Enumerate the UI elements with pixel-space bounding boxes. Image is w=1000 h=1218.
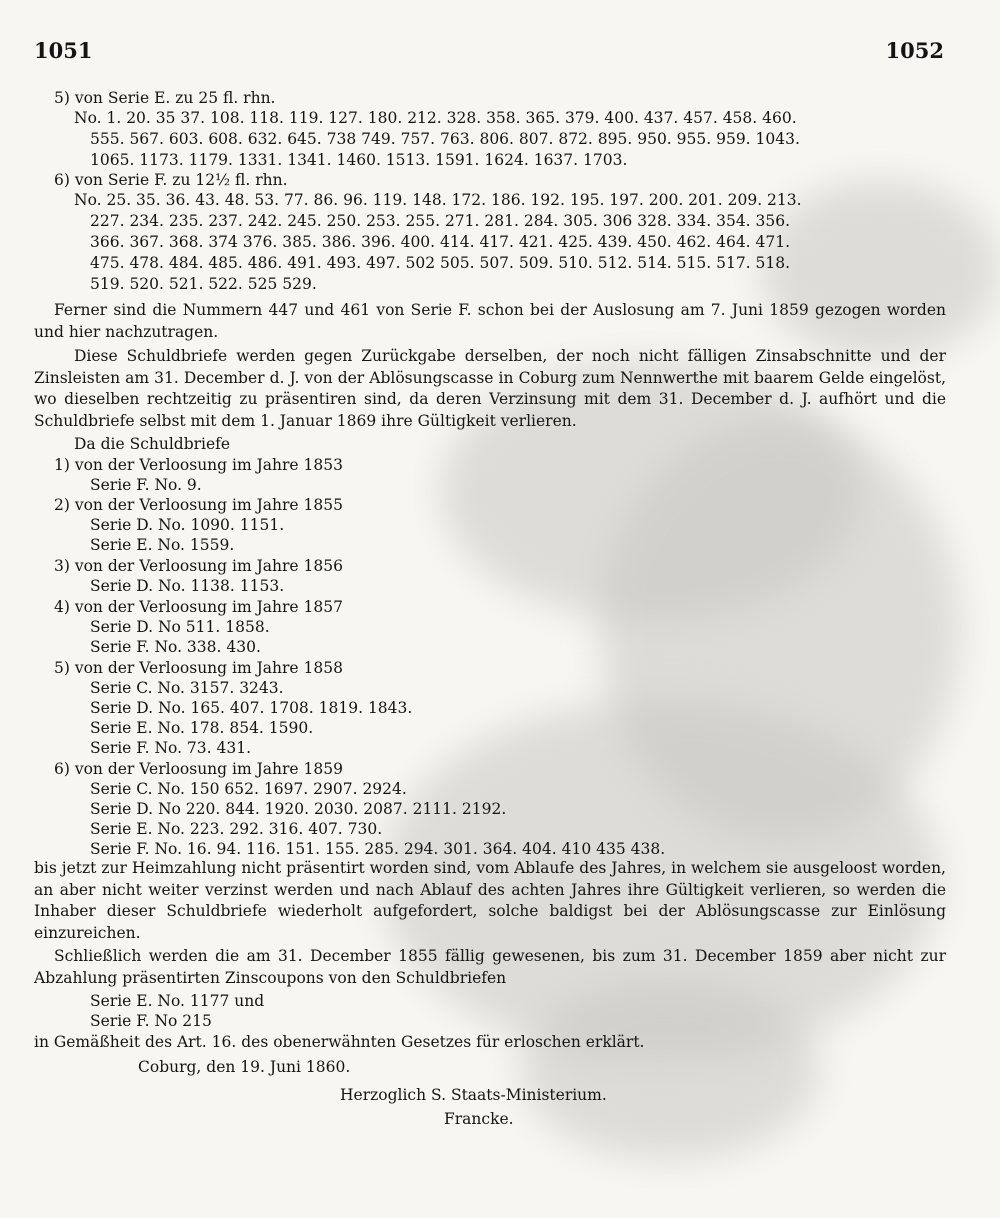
draw-series: Serie C. No. 150 652. 1697. 2907. 2924. bbox=[90, 780, 407, 798]
draw-series: Serie F. No. 16. 94. 116. 151. 155. 285. 294. 301. 364. 404. 410 435 438. bbox=[90, 840, 666, 858]
section5-line: 555. 567. 603. 608. 632. 645. 738 749. 757. 763. 806. 807. 872. 895. 950. 955. 959. 1043. bbox=[90, 130, 800, 148]
paragraph-redemption: Diese Schuldbriefe werden gegen Zurückgabe derselben, der noch nicht fälligen Zinsabschnitte und der Zinsleisten am 31. December d. J. von der Ablösungscasse in Coburg zum Nennwerthe mit baarem Gelde eingelöst, wo dieselben rechtzeitig zu präsentiren sind, da deren Verzinsung mit dem 31. December d. J. aufhört und die Schuldbriefe selbst mit dem 1. Januar 1869 ihre Gültigkeit verlieren. bbox=[34, 347, 946, 430]
section5-line: 1065. 1173. 1179. 1331. 1341. 1460. 1513. 1591. 1624. 1637. 1703. bbox=[90, 151, 628, 169]
section6-line: 227. 234. 235. 237. 242. 245. 250. 253. 255. 271. 281. 284. 305. 306 328. 334. 354. 356. bbox=[90, 212, 791, 230]
draw-heading: 5) von der Verloosung im Jahre 1858 bbox=[54, 659, 343, 677]
page-number-left: 1051 bbox=[34, 38, 93, 63]
list-intro: Da die Schuldbriefe bbox=[74, 435, 231, 453]
draw-series: Serie D. No 511. 1858. bbox=[90, 618, 270, 636]
draw-series: Serie E. No. 223. 292. 316. 407. 730. bbox=[90, 820, 383, 838]
draw-series: Serie D. No. 1090. 1151. bbox=[90, 516, 285, 534]
place-date: Coburg, den 19. Juni 1860. bbox=[138, 1058, 351, 1076]
section6-line: 519. 520. 521. 522. 525 529. bbox=[90, 275, 317, 293]
draw-heading: 3) von der Verloosung im Jahre 1856 bbox=[54, 557, 343, 575]
coupon-series: Serie E. No. 1177 und bbox=[90, 992, 265, 1010]
section6-line: 475. 478. 484. 485. 486. 491. 493. 497. 502 505. 507. 509. 510. 512. 514. 515. 517. 518. bbox=[90, 254, 791, 272]
draw-series: Serie F. No. 338. 430. bbox=[90, 638, 261, 656]
signature: Francke. bbox=[444, 1110, 514, 1128]
section5-header: 5) von Serie E. zu 25 fl. rhn. bbox=[54, 89, 276, 107]
issuing-ministry: Herzoglich S. Staats-Ministerium. bbox=[340, 1086, 607, 1104]
paragraph-coupons: Schließlich werden die am 31. December 1855 fällig gewesenen, bis zum 31. December 1859 aber nicht zur Abzahlung präsentirten Zinscoupons von den Schuldbriefen bbox=[34, 947, 946, 987]
section6-line: No. 25. 35. 36. 43. 48. 53. 77. 86. 96. 119. 148. 172. 186. 192. 195. 197. 200. 201. 209. 213. bbox=[74, 191, 802, 209]
draw-series: Serie F. No. 9. bbox=[90, 476, 202, 494]
section6-header: 6) von Serie F. zu 12½ fl. rhn. bbox=[54, 171, 288, 189]
draw-heading: 2) von der Verloosung im Jahre 1855 bbox=[54, 496, 343, 514]
draw-series: Serie E. No. 178. 854. 1590. bbox=[90, 719, 314, 737]
draw-series: Serie F. No. 73. 431. bbox=[90, 739, 252, 757]
draw-series: Serie D. No 220. 844. 1920. 2030. 2087. 2111. 2192. bbox=[90, 800, 507, 818]
draw-heading: 6) von der Verloosung im Jahre 1859 bbox=[54, 760, 343, 778]
draw-series: Serie D. No. 165. 407. 1708. 1819. 1843. bbox=[90, 699, 413, 717]
draw-series: Serie C. No. 3157. 3243. bbox=[90, 679, 284, 697]
draw-heading: 1) von der Verloosung im Jahre 1853 bbox=[54, 456, 343, 474]
paragraph-additional-numbers: Ferner sind die Nummern 447 und 461 von Serie F. schon bei der Auslosung am 7. Juni 1859 gezogen worden und hier nachzutragen. bbox=[34, 301, 946, 341]
draw-series: Serie D. No. 1138. 1153. bbox=[90, 577, 285, 595]
draw-heading: 4) von der Verloosung im Jahre 1857 bbox=[54, 598, 343, 616]
page-number-right: 1052 bbox=[885, 38, 944, 63]
section6-line: 366. 367. 368. 374 376. 385. 386. 396. 400. 414. 417. 421. 425. 439. 450. 462. 464. 471. bbox=[90, 233, 791, 251]
coupon-series: Serie F. No 215 bbox=[90, 1012, 212, 1030]
section5-line: No. 1. 20. 35 37. 108. 118. 119. 127. 180. 212. 328. 358. 365. 379. 400. 437. 457. 458. 460. bbox=[74, 109, 797, 127]
closing-line: in Gemäßheit des Art. 16. des obenerwähnten Gesetzes für erloschen erklärt. bbox=[34, 1033, 645, 1051]
paragraph-unclaimed: bis jetzt zur Heimzahlung nicht präsentirt worden sind, vom Ablaufe des Jahres, in welchem sie ausgeloost worden, an aber nicht weiter verzinst werden und nach Ablauf des achten Jahres ihre Gültigkeit verlieren, so werden die Inhaber dieser Schuldbriefe wiederholt aufgefordert, solche baldigst bei der Ablösungscasse zur Einlösung einzureichen. bbox=[34, 859, 946, 942]
draw-series: Serie E. No. 1559. bbox=[90, 536, 235, 554]
